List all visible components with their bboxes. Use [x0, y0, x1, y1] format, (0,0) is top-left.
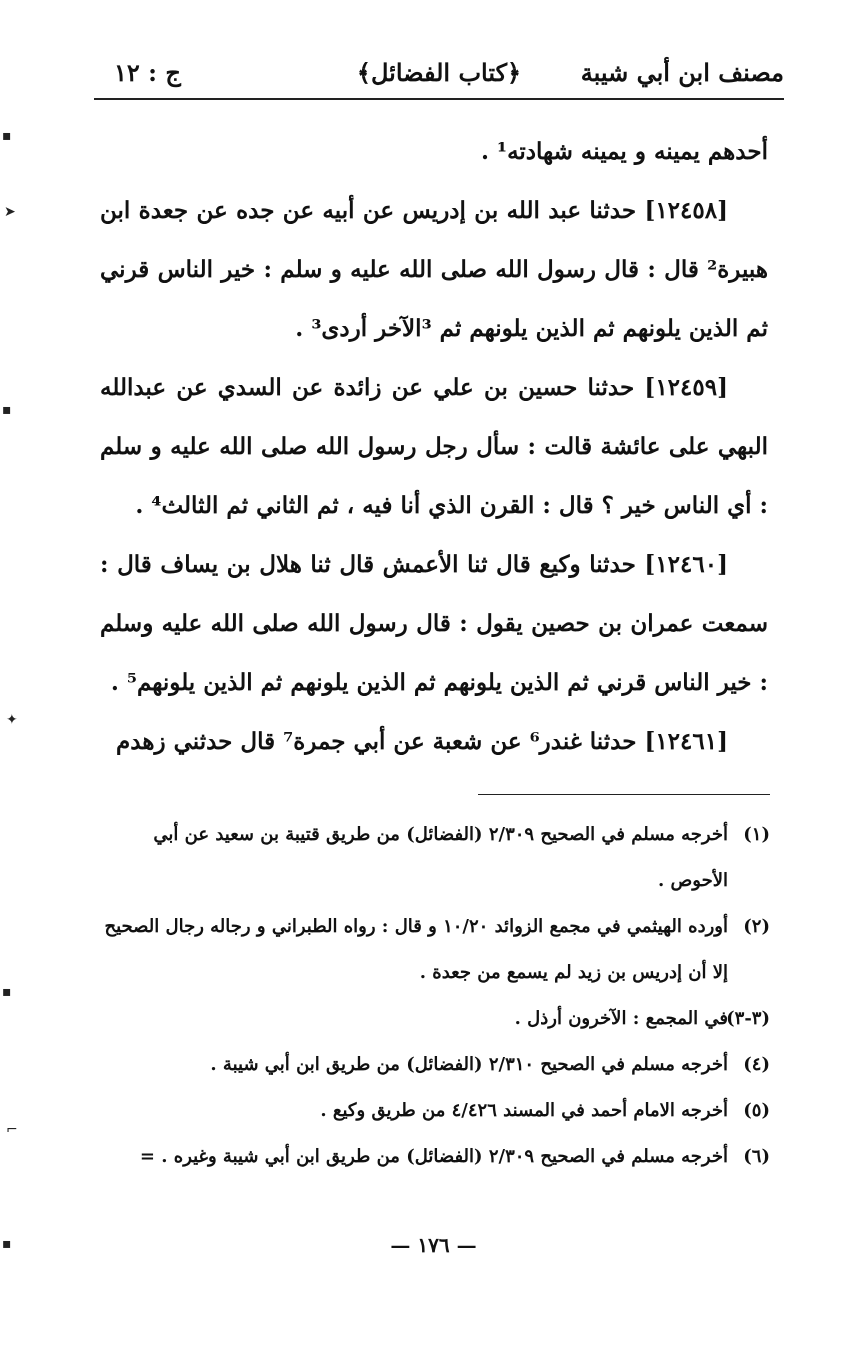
footnote	[100, 1134, 770, 1180]
footnote-number: (٣-٣)	[726, 1008, 770, 1029]
scan-mark: ▪	[2, 128, 12, 144]
footnote	[100, 1042, 770, 1088]
page-number: — ١٧٦ —	[390, 1233, 477, 1257]
scan-mark: ⌐	[6, 1122, 18, 1138]
main-text	[100, 122, 768, 771]
footnote-rule	[478, 794, 770, 795]
footnote	[100, 996, 770, 1042]
text-paragraph: أحدهم يمينه و يمينه شهادته¹ .	[480, 138, 768, 165]
volume-label: ج : ١٢	[114, 58, 181, 87]
footnote-text: أورده الهيثمي في مجمع الزوائد ١٠/٢٠ و قال : رواه الطبراني و رجاله رجال الصحيح إلا أن إدريس بن زيد لم يسمع من جعدة .	[104, 916, 728, 983]
footnote-number: (٤)	[743, 1054, 770, 1075]
footnote-text: في المجمع : الآخرون أرذل .	[514, 1008, 728, 1029]
hadith-paragraph: [١٢٤٦٠] حدثنا وكيع قال ثنا الأعمش قال ثنا هلال بن يساف قال : سمعت عمران بن حصين يقول : قال رسول الله صلى الله عليه وسلم : خير الناس قرني ثم الذين يلونهم ثم الذين يلونهم ثم الذين يلونهم⁵ .	[100, 551, 768, 696]
footnotes	[100, 812, 770, 1180]
footnote-number: (١)	[743, 824, 770, 845]
footnote	[100, 812, 770, 904]
footnote	[100, 1088, 770, 1134]
hadith-paragraph: [١٢٤٦١] حدثنا غندر⁶ عن شعبة عن أبي جمرة⁷ قال حدثني زهدم	[116, 728, 728, 755]
footnote-text: أخرجه مسلم في الصحيح ٢/٣٠٩ (الفضائل) من طريق ابن أبي شيبة وغيره . =	[139, 1146, 728, 1167]
footnote-text: أخرجه الامام أحمد في المسند ٤/٤٢٦ من طريق وكيع .	[320, 1100, 728, 1121]
footnote	[100, 904, 770, 996]
footnote-number: (٥)	[743, 1100, 770, 1121]
scan-mark: ✦	[6, 712, 18, 728]
book-title: مصنف ابن أبي شيبة	[580, 58, 784, 87]
scan-mark: ▪	[2, 402, 12, 418]
scan-mark: ▪	[2, 984, 12, 1000]
footnote-number: (٦)	[743, 1146, 770, 1167]
page-header	[94, 50, 784, 96]
footnote-text: أخرجه مسلم في الصحيح ٢/٣٠٩ (الفضائل) من طريق قتيبة بن سعيد عن أبي الأحوص .	[153, 824, 728, 891]
hadith-paragraph: [١٢٤٥٩] حدثنا حسين بن علي عن زائدة عن السدي عن عبدالله البهي على عائشة قالت : سأل رجل رسول الله صلى الله عليه و سلم : أي الناس خير ؟ قال : القرن الذي أنا فيه ، ثم الثاني ثم الثالث⁴ .	[100, 374, 768, 519]
footnote-text: أخرجه مسلم في الصحيح ٢/٣١٠ (الفضائل) من طريق ابن أبي شيبة .	[210, 1054, 728, 1075]
header-rule	[94, 98, 784, 100]
scan-mark: ▪	[2, 1236, 12, 1252]
scan-mark: ➤	[4, 204, 16, 220]
chapter-title: ﴿كتاب الفضائل﴾	[356, 58, 522, 87]
hadith-paragraph: [١٢٤٥٨] حدثنا عبد الله بن إدريس عن أبيه عن جده عن جعدة ابن هبيرة² قال : قال رسول الله صلى الله عليه و سلم : خير الناس قرني ثم الذين يلونهم ثم الذين يلونهم ثم ³الآخر أردى³ .	[100, 197, 768, 342]
footnote-number: (٢)	[743, 916, 770, 937]
